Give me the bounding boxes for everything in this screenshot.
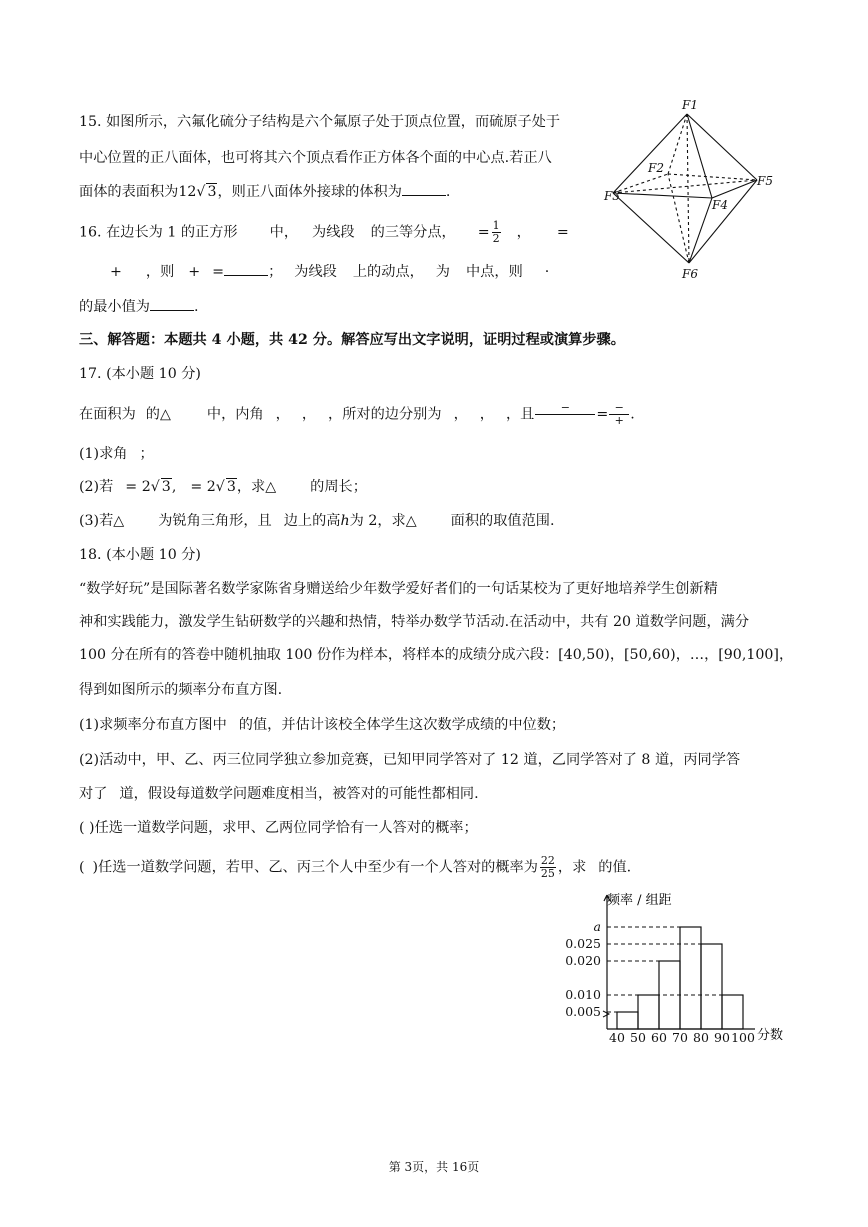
label-f6: F6 [682,267,698,280]
q18-line3: 100 分在所有的答卷中随机抽取 100 份作为样本，将样本的成绩分成六段：[40,50)，[50,60)，…，[90,100]， [79,647,794,663]
q17-frac1: − [536,402,594,427]
q18-part-ii [79,855,631,880]
page-footer: 第 3页，共 16页 [388,1160,480,1174]
q17-p1b: ； [139,446,154,462]
q15-answer-blank [402,181,446,196]
label-f2: F2 [648,161,664,175]
q17-p2c: 3 [161,479,171,495]
q17-p2e: = 2 [190,479,216,495]
q17-eq: = [596,406,609,423]
x-tick-label: 50 [630,1030,646,1045]
histogram-bar [722,995,743,1029]
q17-end: . [630,406,635,423]
x-tick-label: 40 [609,1030,625,1045]
q17-s9: ，且 [505,406,535,423]
y-tick-label: 0.025 [565,936,601,951]
q17-s5: ， [301,406,317,423]
q17-p3h: h [340,513,350,529]
label-f1: F1 [682,98,698,112]
q18-p2c: 道，假设每道数学问题难度相当，被答对的可能性都相同. [119,786,479,802]
q17-p2b: = 2 [125,479,151,495]
q17-p2h: 的周长； [310,479,367,495]
q16-t2: 中， [269,224,299,241]
histogram-bar [659,961,680,1029]
x-tick-label: 100 [731,1030,755,1045]
x-tick-label: 60 [651,1030,667,1045]
q15-radicand: 3 [207,184,217,200]
q18-p1b: 的值，并估计该校全体学生这次数学成绩的中位数； [238,717,566,733]
q18-p2b: 对了 [79,786,108,802]
q15-text2: ，则正八面体外接球的体积为 [217,184,402,200]
q17-p3b: 为锐角三角形，且 [158,513,272,529]
q17-s2: 的△ [145,406,171,423]
q16-line1 [79,220,569,245]
q17-s7: ， [453,406,468,423]
q16-semi: ； [268,264,283,280]
q17-part1 [79,444,154,464]
section-heading: 三、解答题：本题共 4 小题，共 42 分。解答应写出文字说明，证明过程或演算步骤。 [79,332,625,348]
q16-t1: 16. 在边长为 1 的正方形 [79,224,238,241]
q17-p3d: 为 2，求△ [349,513,417,529]
q17-part3 [79,511,554,531]
q15-line2: 中心位置的正八面体，也可将其六个顶点看作正方体各个面的中心点.若正八 [79,150,552,166]
q16-answer-blank1 [224,261,268,276]
q18-part-i: ( )任选一道数学问题，求甲、乙两位同学恰有一人答对的概率； [79,820,478,836]
q18-title: 18. (本小题 10 分) [79,547,201,563]
x-tick-label: 70 [672,1030,688,1045]
q15-coef: 12 [178,184,197,200]
q15-period: . [445,184,451,200]
q17-title: 17. (本小题 10 分) [79,366,201,382]
q17-p2g: ，求△ [236,479,277,495]
y-tick-label: 0.005 [565,1004,601,1019]
q18-pii-d: 的值. [598,859,632,876]
q17-p3a: (3)若△ [79,513,125,529]
q18-line1: “数学好玩”是国际著名数学家陈省身赠送给少年数学爱好者们的一句话某校为了更好地培养学生创新精 [79,581,718,597]
q17-s1: 在面积为 [79,406,136,423]
label-f4: F4 [712,198,728,212]
histogram-bar [701,944,722,1029]
q16-seg: 为线段 [294,264,337,280]
q16-plus2: + [188,264,201,280]
q16-t4: 的三等分点， [370,224,456,241]
frequency-histogram [555,885,800,1050]
q17-p1: (1)求角 [79,446,128,462]
label-f5: F5 [757,174,773,188]
q15-line3 [79,181,450,202]
label-f3: F3 [604,189,620,203]
q17-stem [79,402,635,427]
y-tick-label: 0.020 [565,953,601,968]
q17-s6: ，所对的边分别为 [328,406,442,423]
q17-s8: ， [479,406,494,423]
x-tick-label: 90 [714,1030,730,1045]
sqrt-symbol: √ [196,184,206,200]
q17-s4: ， [275,406,290,423]
q18-p1a: (1)求频率分布直方图中 [79,717,227,733]
q16-plus1: + [110,264,122,280]
y-tick-label: 0.010 [565,987,601,1002]
q17-frac2: $\frac{-}{+}$ [610,402,628,427]
q18-line4: 得到如图所示的频率分布直方图. [79,682,283,698]
q15-line1: 15. 如图所示，六氟化硫分子结构是六个氟原子处于顶点位置，而硫原子处于 [79,114,561,130]
q16-answer-blank2 [150,296,194,311]
octahedron-figure [600,95,785,280]
q16-eq: = [212,264,225,280]
q17-p2f: 3 [226,479,236,495]
q16-t3: 为线段 [312,224,355,241]
q18-pii-a: ( [79,859,85,876]
histogram-bar [617,1012,638,1029]
histogram-bar [638,995,659,1029]
q18-part1 [79,715,565,735]
q18-part2: (2)活动中，甲、乙、丙三位同学独立参加竞赛，已知甲同学答对了 12 道，乙同学答对了 8 道，丙同学答 [79,752,741,768]
q15-text: 面体的表面积为 [79,184,179,200]
q16-line2 [79,261,549,282]
q18-part2b [79,784,479,804]
q17-part2: (2)若 = 2√ 3, = 2√ 3，求△ 的周长； [79,479,367,495]
q17-p2a: (2)若 [79,479,114,495]
y-axis-title: 频率 / 组距 [607,893,672,908]
q17-s3: 中，内角 [206,406,264,423]
q17-p2d: , [171,479,177,495]
q16-t6: ， [516,224,531,241]
q16-is: 为 [435,264,450,280]
q16-min: 的最小值为 [79,299,150,315]
q18-pii-c: ，求 [557,859,587,876]
q18-pii-frac: $\frac{22}{25}$ [540,854,555,880]
q18-line2: 神和实践能力，激发学生钻研数学的兴趣和热情，特举办数学节活动.在活动中，共有 20 道数学问题，满分 [79,614,750,630]
q16-end: . [193,299,199,315]
y-tick-label: a [593,919,601,934]
q16-t5: = [477,224,490,241]
histogram-bar [680,927,701,1029]
q17-p3c: 边上的高 [283,513,341,529]
x-axis-title: 分数 [757,1028,784,1043]
q18-pii-b: )任选一道数学问题，若甲、乙、丙三个人中至少有一个人答对的概率为 [92,859,538,876]
q16-dot: · [544,264,550,280]
q17-p3e: 面积的取值范围. [450,513,555,529]
q16-then: ，则 [145,264,175,280]
q16-mid: 中点，则 [466,264,523,280]
q16-frac: $\frac{1}{2}$ [492,219,500,245]
q16-moving: 上的动点， [352,264,424,280]
x-tick-label: 80 [693,1030,709,1045]
q16-t7: = [556,224,569,241]
q16-line3 [79,296,198,317]
